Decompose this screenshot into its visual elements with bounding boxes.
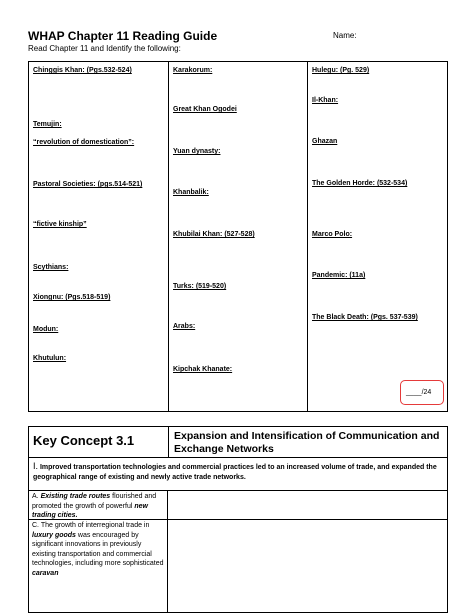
- term-revolution-of-domestication: “revolution of domestication”:: [33, 139, 135, 146]
- key-concept-table: [28, 426, 448, 613]
- term-marco-polo: Marco Polo:: [312, 231, 353, 238]
- term-fictive-kinship: “fictive kinship”: [33, 221, 87, 228]
- key-concept-title: Expansion and Intensification of Communication and Exchange Networks: [174, 430, 440, 455]
- key-concept-label: Key Concept 3.1: [33, 433, 135, 448]
- term-arabs: Arabs:: [173, 323, 196, 330]
- term-hulegu: Hulegu: (Pg. 529): [312, 67, 370, 74]
- concept-row-a-text: A. Existing trade routes flourished and promoted the growth of powerful new trading cities.: [29, 491, 168, 519]
- term-golden-horde: The Golden Horde: (532-534): [312, 180, 408, 187]
- term-khutulun: Khutulun:: [33, 355, 67, 362]
- term-il-khan: Il-Khan:: [312, 97, 339, 104]
- key-concept-intro: [29, 458, 447, 491]
- term-modun: Modun:: [33, 326, 59, 333]
- score-label: ____/24: [406, 389, 432, 396]
- term-khubilai-khan: Khubilai Khan: (527-528): [173, 231, 255, 238]
- terms-table: [28, 61, 448, 412]
- key-concept-header: [29, 427, 447, 458]
- concept-row-c: [29, 520, 447, 613]
- terms-column-3: [307, 62, 447, 411]
- term-pandemic: Pandemic: (11a): [312, 272, 366, 279]
- intro-numeral: I.: [33, 461, 39, 471]
- terms-column-1: [29, 62, 168, 411]
- term-scythians: Scythians:: [33, 264, 69, 271]
- terms-column-2: [168, 62, 307, 411]
- term-yuan-dynasty: Yuan dynasty:: [173, 148, 221, 155]
- term-khanbalik: Khanbalik:: [173, 189, 209, 196]
- term-turks: Turks: (519-520): [173, 283, 227, 290]
- term-black-death: The Black Death: (Pgs. 537-539): [312, 314, 418, 321]
- term-chinggis-khan: Chinggis Khan: (Pgs.532-524): [33, 67, 132, 74]
- term-temujin: Temujin:: [33, 121, 62, 128]
- term-karakorum: Karakorum:: [173, 67, 213, 74]
- concept-row-c-text: C. The growth of interregional trade in luxury goods was encouraged by significant innovations in previously existing transportation and commercial technologies, including more sophisticated caravan: [29, 520, 168, 613]
- concept-row-a: [29, 491, 447, 520]
- term-great-khan-ogodei: Great Khan Ogodei: [173, 106, 237, 113]
- instructions: Read Chapter 11 and Identify the following:: [28, 44, 181, 53]
- term-pastoral-societies: Pastoral Societies: (pgs.514-521): [33, 181, 143, 188]
- term-kipchak-khanate: Kipchak Khanate:: [173, 366, 233, 373]
- term-xiongnu: Xiongnu: (Pgs.518-519): [33, 294, 111, 301]
- header-title: WHAP Chapter 11 Reading Guide: [28, 29, 218, 43]
- intro-text: Improved transportation technologies and commercial practices led to an increased volume of trade, and expanded the geographical range of existing and newly active trade networks.: [33, 464, 437, 481]
- name-label: Name:: [333, 31, 357, 40]
- term-ghazan: Ghazan: [312, 138, 338, 145]
- header-divider: [168, 427, 169, 458]
